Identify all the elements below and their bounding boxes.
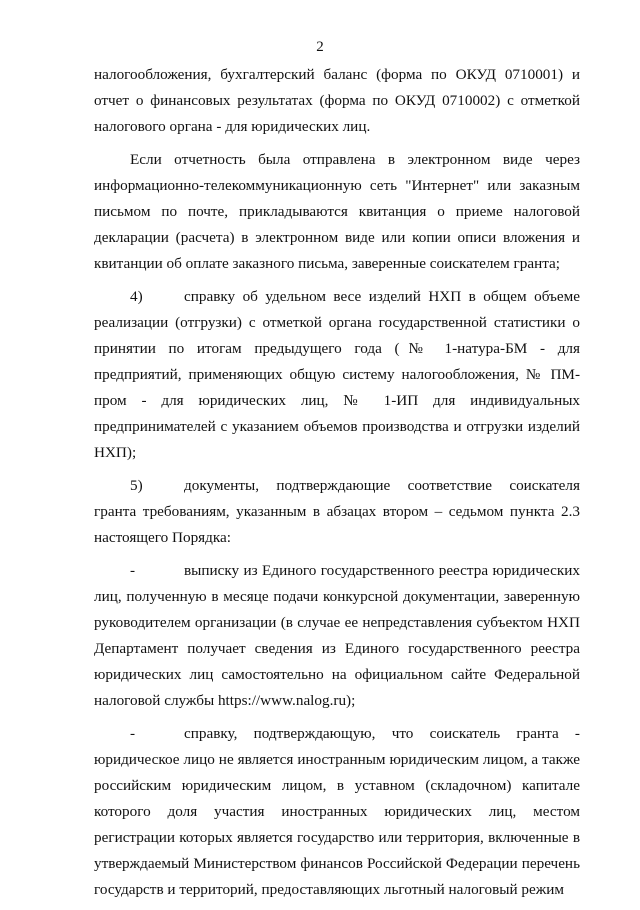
list-item-dash-certificate <box>94 721 580 903</box>
paragraph-text: Если отчетность была отправлена в электронном виде через информационно-телекоммуникационную сеть "Интернет" или заказным письмом по почте, прикладываются квитанция о приеме налоговой декларации (расчета) в электронном виде или копии описи вложения и квитанции об оплате заказного письма, заверенные соискателем гранта; <box>94 151 580 272</box>
list-item-text: документы, подтверждающие соответствие соискателя гранта требованиям, указанным в абзацах втором – седьмом пункта 2.3 настоящего Порядка: <box>94 477 580 546</box>
paragraph-continuation <box>94 62 580 140</box>
paragraph-text: налогообложения, бухгалтерский баланс (форма по ОКУД 0710001) и отчет о финансовых результатах (форма по ОКУД 0710002) с отметкой налогового органа - для юридических лиц. <box>94 66 580 135</box>
page-number: 2 <box>316 39 324 55</box>
list-marker: 4) <box>130 288 143 305</box>
list-marker: - <box>130 562 136 579</box>
list-item-dash-registry-extract <box>94 558 580 714</box>
document-body <box>94 62 580 910</box>
paragraph-electronic-reporting <box>94 147 580 277</box>
list-marker: 5) <box>130 477 143 494</box>
list-item-5 <box>94 473 580 551</box>
list-item-4 <box>94 284 580 466</box>
list-item-text: справку об удельном весе изделий НХП в общем объеме реализации (отгрузки) с отметкой органа государственной статистики о принятии по итогам предыдущего года (№ 1-натура-БМ - для предприятий, применяющих общую систему налогообложения, № ПМ-пром - для юридических лиц, № 1-ИП для индивидуальных предпринимателей с указанием объемов производства и отгрузки изделий НХП); <box>94 288 580 461</box>
list-item-text: выписку из Единого государственного реестра юридических лиц, полученную в месяце подачи конкурсной документации, заверенную руководителем организации (в случае ее непредставления субъектом НХП Департамент получает сведения из Единого государственного реестра юридических лиц самостоятельно на официальном сайте Федеральной налоговой службы https://www.nalog.ru); <box>94 562 580 709</box>
list-item-text: справку, подтверждающую, что соискатель гранта - юридическое лицо не является иностранным юридическим лицом, а также российским юридическим лицом, в уставном (складочном) капитале которого доля участия иностранных юридических лиц, местом регистрации которых является государство или территория, включенные в утверждаемый Министерством финансов Российской Федерации перечень государств и территорий, предоставляющих льготный налоговый режим <box>94 725 580 898</box>
list-marker: - <box>130 725 136 742</box>
